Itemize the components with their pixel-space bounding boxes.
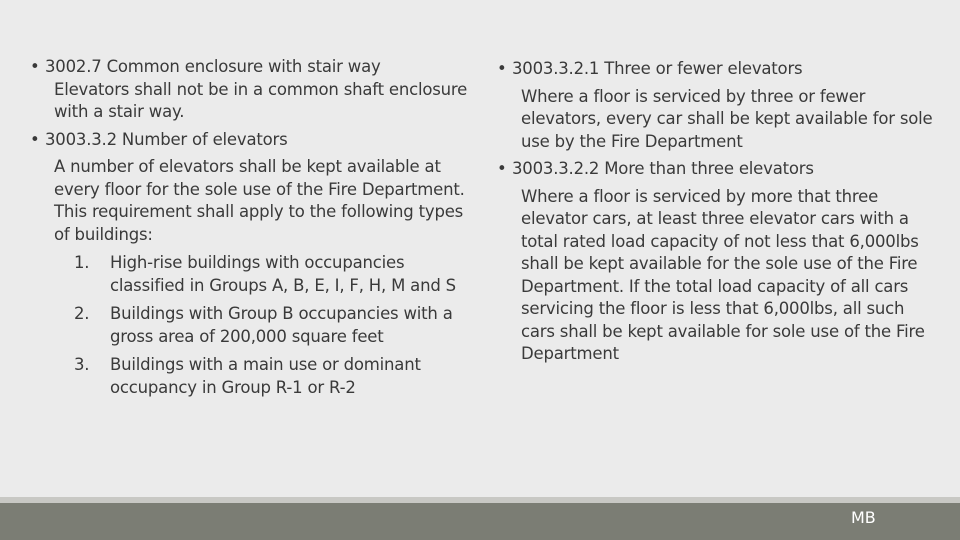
list-item-text: High-rise buildings with occupancies classified in Groups A, B, E, I, F, H, M and S (110, 253, 456, 295)
heading-text: 3003.3.2 Number of elevators (45, 129, 288, 149)
section-body: Elevators shall not be in a common shaft enclosure with a stair way. (54, 79, 468, 121)
list-item (30, 354, 478, 399)
bullet-icon: • (30, 129, 40, 149)
section-heading (30, 56, 478, 79)
heading-text: 3003.3.2.2 More than three elevators (512, 159, 814, 178)
list-item-text: Buildings with Group B occupancies with a gross area of 200,000 square feet (110, 304, 453, 346)
heading-text: 3002.7 Common enclosure with stair way (45, 57, 381, 76)
section-body: A number of elevators shall be kept available at every floor for the sole use of the Fire Department. This requirement shall apply to the following types of buildings: (54, 157, 465, 244)
list-item-text: Buildings with a main use or dominant occupancy in Group R-1 or R-2 (110, 355, 421, 397)
footer-initials: MB (851, 508, 876, 527)
section-body: Where a floor is serviced by three or fewer elevators, every car shall be kept available for sole use by the Fire Department (521, 86, 933, 151)
section-heading (497, 58, 937, 81)
heading-text: 3003.3.2.1 Three or fewer elevators (512, 59, 803, 78)
section-heading (30, 129, 478, 152)
left-column (30, 56, 478, 399)
list-number: 3. (74, 355, 90, 374)
list-item (30, 303, 478, 348)
building-types-list (30, 252, 478, 399)
section-heading (497, 158, 937, 181)
list-item (30, 252, 478, 297)
bullet-icon: • (497, 59, 507, 78)
section-body: Where a floor is serviced by more that three elevator cars, at least three elevator cars with a total rated load capacity of not less that 6,000lbs shall be kept available for the sole use of the Fire Department. If the total load capacity of all cars servicing the floor is less that 6,000lbs, all such cars shall be kept available for sole use of the Fire Department (521, 186, 925, 363)
bullet-icon: • (30, 57, 40, 76)
list-number: 2. (74, 304, 90, 323)
right-column (497, 58, 937, 366)
bullet-icon: • (497, 159, 507, 178)
footer-bar (0, 503, 960, 540)
list-number: 1. (74, 253, 90, 272)
